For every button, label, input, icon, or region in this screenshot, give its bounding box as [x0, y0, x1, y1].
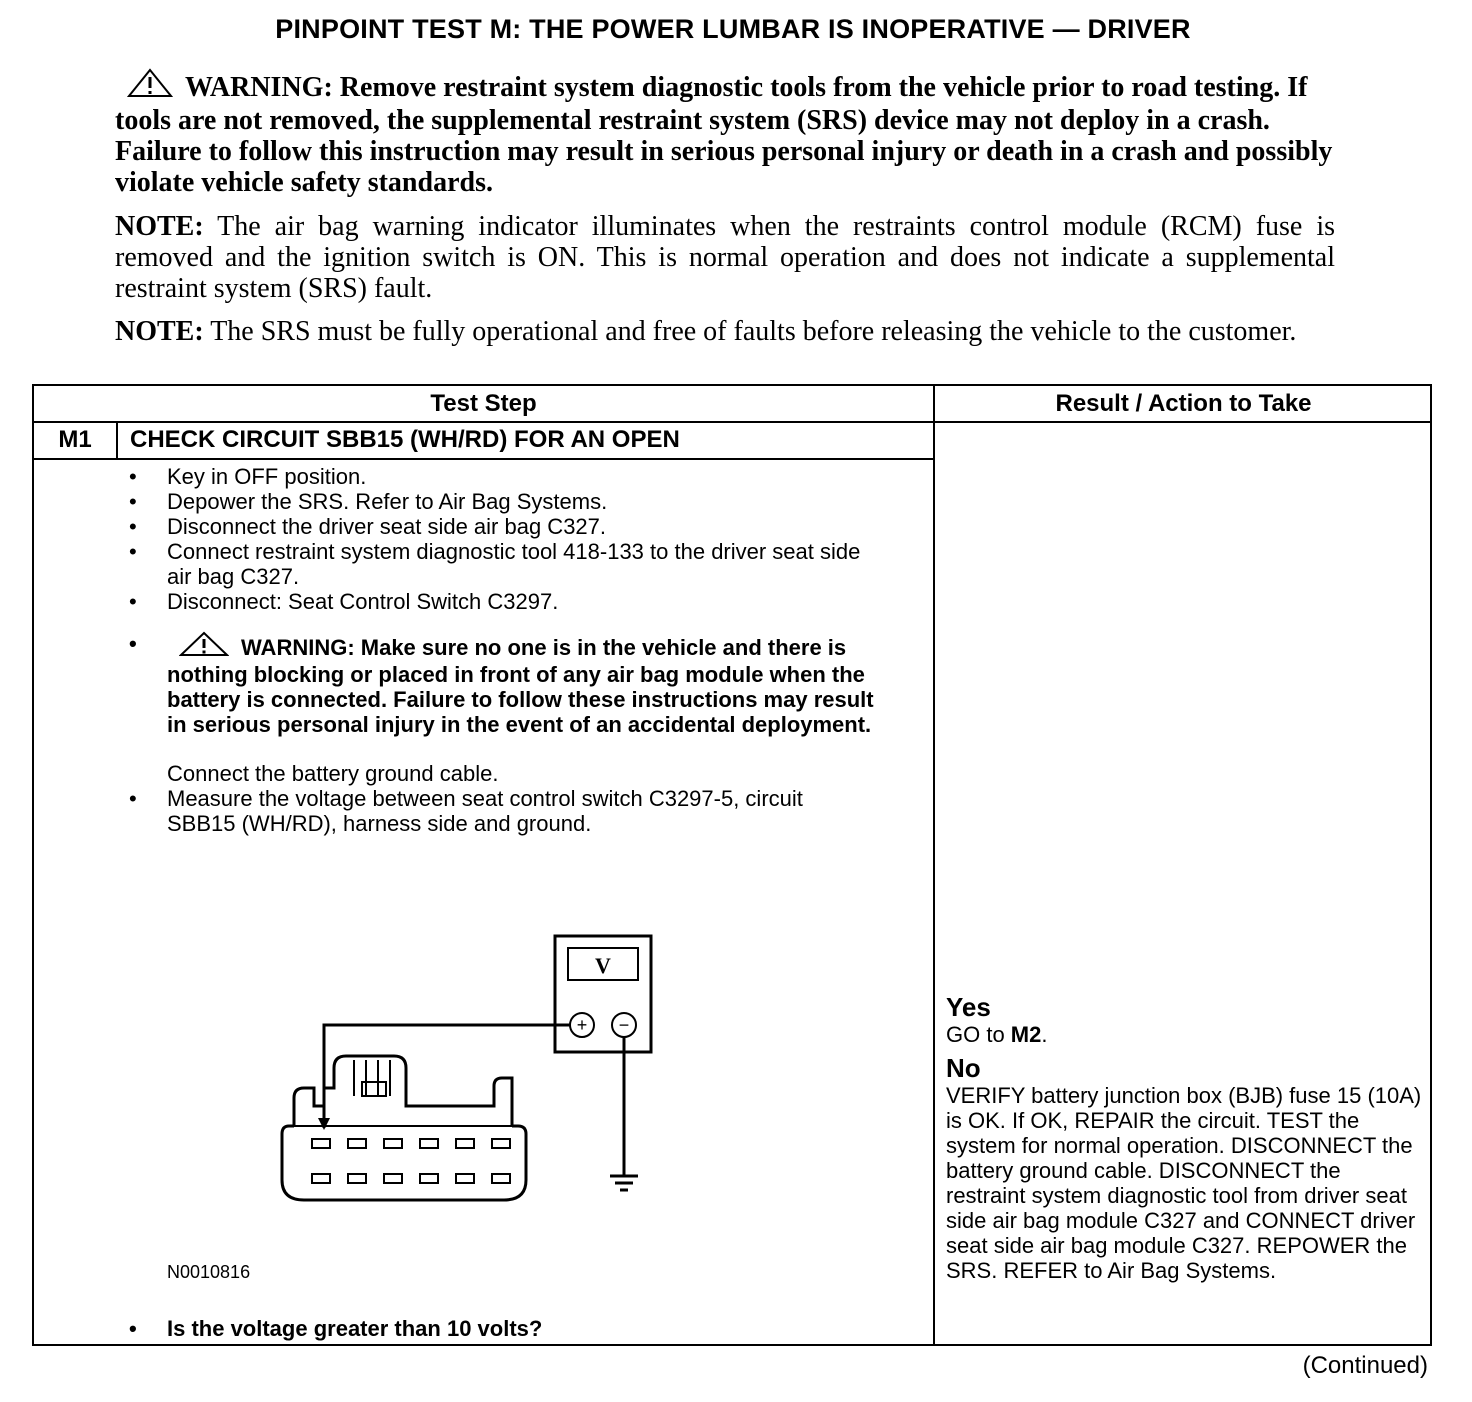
list-item: • Disconnect the driver seat side air bag C327. — [167, 514, 907, 539]
inner-warning — [167, 631, 877, 737]
result-yes-target: M2 — [1010, 1022, 1042, 1047]
step-title-divider — [34, 458, 933, 460]
probe-leads — [318, 1025, 624, 1176]
plus-terminal-label: + — [576, 1015, 588, 1035]
note-srs-operational — [115, 316, 1335, 347]
warning-triangle-icon — [127, 68, 173, 105]
note-text: The air bag warning indicator illuminates when the restraints control module (RCM) fuse is removed and the ignition switch is ON. This is normal operation and does not indicate a supplemental restraint system (SRS) fault. — [115, 211, 1335, 304]
voltmeter-display: V — [595, 953, 611, 978]
result-yes-text — [946, 1022, 1426, 1047]
connector-pins — [312, 1139, 510, 1183]
warning-text: Remove restraint system diagnostic tools from the vehicle prior to road testing. If tools are not removed, the supplemental restraint system (SRS) device may not deploy in a crash. Failure to follow this instruction may result in serious personal injury or death in a crash and possibly violate vehicle safety standards. — [115, 72, 1333, 198]
voltmeter — [555, 936, 651, 1052]
note-text: The SRS must be fully operational and free of faults before releasing the vehicle to the customer. — [210, 316, 1297, 347]
result-yes-suffix: . — [1041, 1022, 1048, 1047]
test-step-table — [32, 384, 1432, 1346]
warning-block — [115, 68, 1335, 198]
header-result-action: Result / Action to Take — [1055, 390, 1312, 417]
result-no-label: No — [946, 1053, 981, 1083]
header-divider — [34, 421, 1430, 423]
minus-terminal-label: − — [618, 1015, 630, 1035]
note-label: NOTE: — [115, 211, 204, 242]
step-question: • Is the voltage greater than 10 volts? — [167, 1316, 907, 1341]
column-divider — [933, 386, 935, 1344]
result-yes-label: Yes — [946, 992, 991, 1022]
step-title: CHECK CIRCUIT SBB15 (WH/RD) FOR AN OPEN — [130, 426, 680, 453]
figure-id: N0010816 — [167, 1262, 251, 1282]
note-rcm-fuse — [115, 211, 1335, 304]
warning-triangle-icon — [179, 631, 229, 662]
list-item: • Depower the SRS. Refer to Air Bag Systems. — [167, 489, 907, 514]
result-no-text: VERIFY battery junction box (BJB) fuse 15 (10A) is OK. If OK, REPAIR the circuit. TEST the system for normal operation. DISCONNECT the battery ground cable. DISCONNECT the restraint system diagnostic tool from driver seat side air bag module C327 and CONNECT driver seat side air bag module C327. REPOWER the SRS. REFER to Air Bag Systems. — [946, 1083, 1422, 1283]
result-yes-prefix: GO to — [946, 1022, 1011, 1047]
list-item: Connect the battery ground cable. — [167, 761, 499, 786]
list-item: • Measure the voltage between seat control switch C3297-5, circuit SBB15 (WH/RD), harness side and ground. — [167, 786, 867, 836]
voltmeter-connector-diagram — [234, 918, 714, 1208]
inner-warning-text: WARNING: Make sure no one is in the vehicle and there is nothing blocking or placed in front of any air bag module when the battery is connected. Failure to follow these instructions may result in serious personal injury in the event of an accidental deployment. — [167, 635, 874, 737]
continued-label: (Continued) — [1302, 1352, 1428, 1379]
header-test-step: Test Step — [430, 390, 537, 417]
warning-label: WARNING: — [185, 72, 333, 103]
list-item: • Connect restraint system diagnostic tool 418-133 to the driver seat side air bag C327. — [167, 539, 887, 589]
list-item: • Disconnect: Seat Control Switch C3297. — [167, 589, 907, 614]
page-title: PINPOINT TEST M: THE POWER LUMBAR IS INOPERATIVE — DRIVER — [275, 14, 1191, 44]
note-label: NOTE: — [115, 316, 204, 347]
list-item: • Key in OFF position. — [167, 464, 907, 489]
step-id-divider — [116, 422, 118, 459]
step-id: M1 — [58, 426, 92, 453]
ground-symbol — [610, 1176, 638, 1190]
